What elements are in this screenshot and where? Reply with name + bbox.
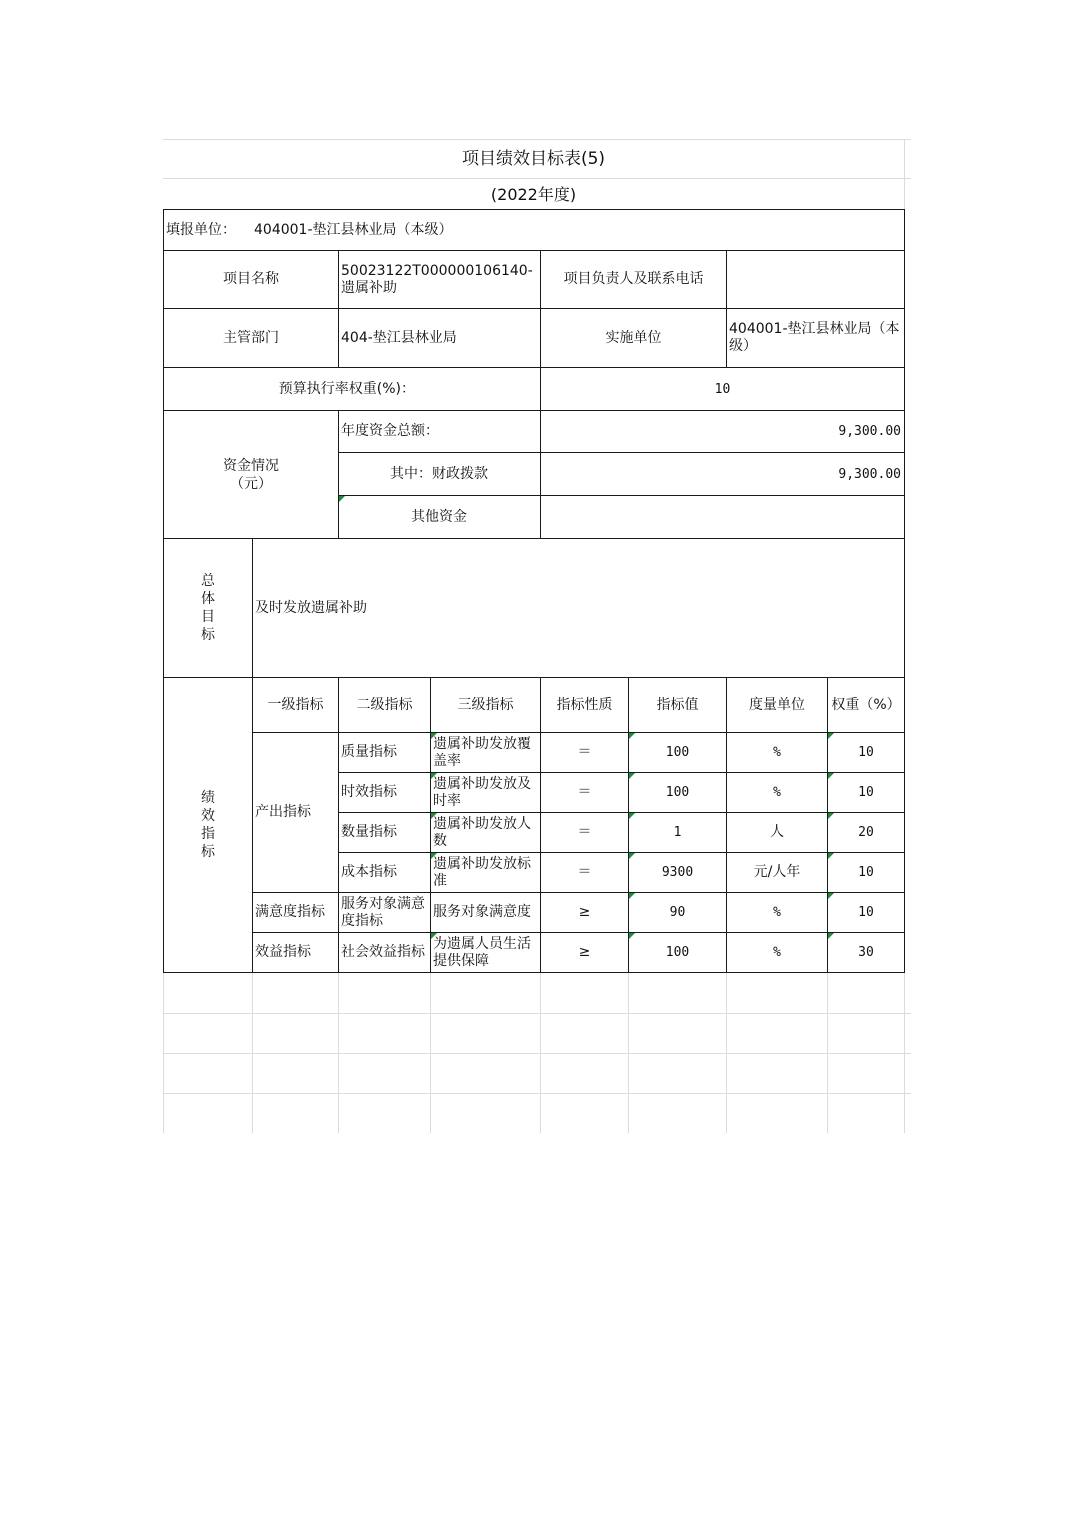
table-cell-level3[interactable]: 遗属补助发放覆盖率 <box>433 735 531 769</box>
table-cell-value[interactable]: 90 <box>669 905 686 920</box>
table-cell-nature[interactable]: ＝ <box>577 784 592 800</box>
grid-line <box>430 973 431 1133</box>
table-cell-level3[interactable]: 为遗属人员生活提供保障 <box>433 935 531 969</box>
cell-marker-icon <box>629 773 635 779</box>
funds-label-line1: 资金情况 <box>223 457 279 474</box>
border <box>904 209 905 973</box>
cell-marker-icon <box>629 933 635 939</box>
goal-label-char: 标 <box>201 627 215 643</box>
cell-marker-icon <box>629 813 635 819</box>
header-level3: 三级指标 <box>457 696 514 713</box>
table-cell-unit[interactable]: % <box>773 785 781 800</box>
table-cell-level2: 社会效益指标 <box>341 944 425 960</box>
table-cell-level2: 质量指标 <box>341 744 397 760</box>
grid-line <box>540 973 541 1133</box>
table-cell-value[interactable]: 1 <box>673 825 682 840</box>
goal-text[interactable]: 及时发放遗属补助 <box>255 599 367 616</box>
budget-rate-value[interactable]: 10 <box>714 381 731 397</box>
header-unit: 度量单位 <box>749 696 805 713</box>
table-cell-level3[interactable]: 遗属补助发放及时率 <box>433 775 531 809</box>
table-cell-level2: 成本指标 <box>341 864 397 880</box>
grid-line <box>628 973 629 1133</box>
table-cell-weight[interactable]: 30 <box>858 945 874 960</box>
cell-marker-icon <box>828 773 834 779</box>
cell-marker-icon <box>828 853 834 859</box>
cell-marker-icon <box>629 733 635 739</box>
funds-total-value[interactable]: 9,300.00 <box>838 424 901 439</box>
table-cell-level2: 时效指标 <box>341 784 397 800</box>
table-cell-unit[interactable]: % <box>773 745 781 760</box>
table-cell-weight[interactable]: 10 <box>858 785 874 800</box>
group-benefit: 效益指标 <box>255 944 311 960</box>
table-cell-weight[interactable]: 20 <box>858 825 874 840</box>
table-cell-level2: 服务对象满意度指标 <box>341 895 425 929</box>
impl-label: 实施单位 <box>605 329 662 346</box>
dept-label: 主管部门 <box>223 329 279 346</box>
cell-marker-icon <box>828 813 834 819</box>
table-cell-nature[interactable]: ＝ <box>577 824 592 840</box>
goal-label-char: 目 <box>201 609 215 625</box>
cell-marker-icon <box>828 893 834 899</box>
goal-label <box>164 539 252 677</box>
cell-marker-icon <box>339 496 345 502</box>
border <box>163 972 905 973</box>
header-level1: 一级指标 <box>267 696 324 713</box>
cell-marker-icon <box>431 733 437 739</box>
table-cell-nature[interactable]: ≥ <box>578 944 591 960</box>
table-cell-nature[interactable]: ＝ <box>577 744 592 760</box>
grid-line <box>163 1013 911 1014</box>
header-value: 指标值 <box>656 696 699 713</box>
project-name-label: 项目名称 <box>223 271 279 287</box>
cell-marker-icon <box>828 933 834 939</box>
funds-fiscal-value[interactable]: 9,300.00 <box>838 466 901 482</box>
funds-other-value[interactable] <box>541 496 904 538</box>
table-cell-unit[interactable]: 人 <box>770 824 784 840</box>
goal-label-char: 总 <box>201 573 215 589</box>
perf-label-char: 标 <box>201 844 215 860</box>
perf-label-char: 绩 <box>201 790 215 806</box>
goal-label-char: 体 <box>201 591 215 607</box>
impl-value[interactable]: 404001-垫江县林业局（本级） <box>729 321 900 354</box>
contact-value[interactable] <box>727 251 904 308</box>
table-cell-nature[interactable]: ≥ <box>578 904 591 920</box>
table-cell-value[interactable]: 100 <box>665 945 690 960</box>
funds-total-label: 年度资金总额： <box>341 423 439 439</box>
cell-marker-icon <box>431 773 437 779</box>
table-cell-level2: 数量指标 <box>341 824 397 840</box>
perf-label-char: 效 <box>201 808 215 824</box>
dept-value[interactable]: 404-垫江县林业局 <box>341 329 457 346</box>
table-cell-unit[interactable]: % <box>773 945 781 960</box>
table-cell-level3[interactable]: 遗属补助发放人数 <box>433 815 531 849</box>
grid-line <box>827 973 828 1133</box>
table-cell-weight[interactable]: 10 <box>858 905 874 920</box>
cell-marker-icon <box>828 733 834 739</box>
cell-marker-icon <box>431 853 437 859</box>
grid-line <box>252 973 253 1133</box>
table-cell-value[interactable]: 100 <box>665 785 690 800</box>
cell-marker-icon <box>431 813 437 819</box>
cell-marker-icon <box>431 933 437 939</box>
header-nature: 指标性质 <box>556 696 613 713</box>
grid-line <box>163 973 164 1133</box>
contact-label: 项目负责人及联系电话 <box>563 271 704 287</box>
table-cell-level3[interactable]: 服务对象满意度 <box>433 904 531 920</box>
funds-label-line2: （元） <box>230 475 272 492</box>
year-subtitle: (2022年度) <box>490 184 577 204</box>
budget-rate-label: 预算执行率权重(%)： <box>278 380 415 397</box>
unit-label: 填报单位： <box>166 221 236 238</box>
table-cell-value[interactable]: 100 <box>665 745 690 760</box>
cell-marker-icon <box>629 893 635 899</box>
header-weight: 权重（%） <box>831 696 901 713</box>
funds-label <box>164 411 338 538</box>
grid-line <box>904 139 905 210</box>
table-cell-unit[interactable]: % <box>773 905 781 920</box>
funds-fiscal-label: 其中：财政拨款 <box>390 465 488 482</box>
header-level2: 二级指标 <box>356 696 413 713</box>
table-cell-value[interactable]: 9300 <box>661 865 694 880</box>
perf-label <box>164 678 252 972</box>
table-cell-unit[interactable]: 元/人年 <box>753 864 801 880</box>
table-cell-level3[interactable]: 遗属补助发放标准 <box>433 855 531 889</box>
grid-line <box>163 1093 911 1094</box>
grid-line <box>904 973 905 1133</box>
funds-other-label: 其他资金 <box>411 508 467 525</box>
grid-line <box>726 973 727 1133</box>
page-title: 项目绩效目标表(5) <box>461 148 606 169</box>
grid-line <box>338 973 339 1133</box>
cell-marker-icon <box>629 853 635 859</box>
perf-label-char: 指 <box>201 826 215 842</box>
project-name-value[interactable]: 50023122T000000106140-遗属补助 <box>341 262 533 296</box>
group-output: 产出指标 <box>255 804 311 820</box>
group-satisfaction: 满意度指标 <box>255 904 325 920</box>
unit-value[interactable]: 404001-垫江县林业局（本级） <box>254 221 453 238</box>
table-cell-weight[interactable]: 10 <box>858 745 874 760</box>
table-cell-nature[interactable]: ＝ <box>577 864 592 880</box>
table-cell-weight[interactable]: 10 <box>858 865 874 880</box>
grid-line <box>163 1053 911 1054</box>
